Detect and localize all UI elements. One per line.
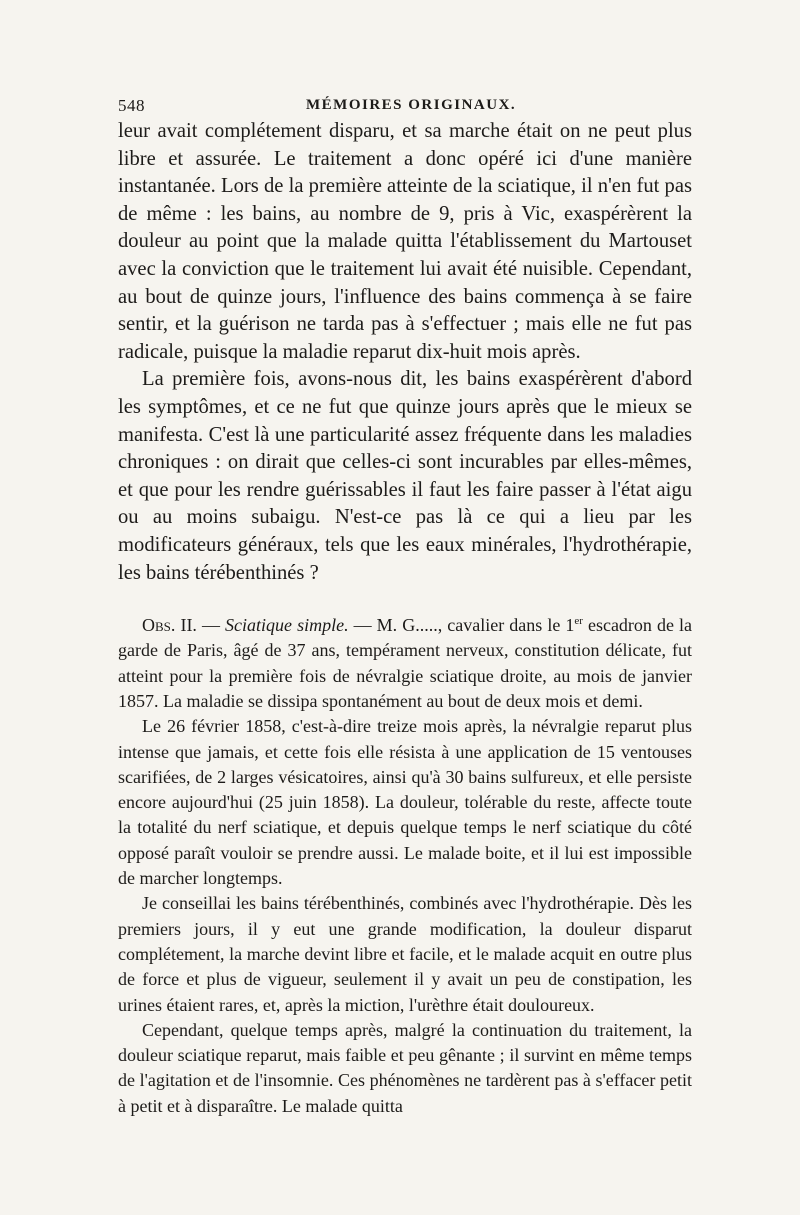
page-number: 548 <box>118 96 145 115</box>
paragraph-continuation: leur avait complétement disparu, et sa marche était on ne peut plus libre et assurée. Le traitement a donc opéré ici d'une manière instantanée. Lors de la première atteinte de la sciatique, il n'en fut pas de même : les bains, au nombre de 9, pris à Vic, exaspérèrent la douleur au point que la malade quitta l'établissement du Martouset avec la conviction que le traitement lui avait été nuisible. Cependant, au bout de quinze jours, l'influence des bains commença à se faire sentir, et la guérison ne tarda pas à s'effectuer ; mais elle ne fut pas radicale, puisque la maladie reparut dix-huit mois après. <box>118 120 692 363</box>
running-title: MÉMOIRES ORIGINAUX. <box>306 97 517 113</box>
page-body <box>118 118 692 1119</box>
paragraph-remark: La première fois, avons-nous dit, les bains exaspérèrent d'abord les symptômes, et ce ne fut que quinze jours après que le mieux se manifesta. C'est là une particularité assez fréquente dans les maladies chroniques : on dirait que celles-ci sont incurables par elles-mêmes, et que pour les rendre guérissables il faut les faire passer à l'état aigu ou au moins subaigu. N'est-ce pas là ce qui a lieu par les modificateurs généraux, tels que les eaux minérales, l'hydrothérapie, les bains térébenthinés ? <box>118 368 692 584</box>
paragraph-relapse: Le 26 février 1858, c'est-à-dire treize mois après, la névralgie reparut plus intense que jamais, et cette fois elle résista à une application de 15 ventouses scarifiées, de 2 larges vésicatoires, ainsi qu'à 30 bains sulfureux, et elle persiste encore aujourd'hui (25 juin 1858). La douleur, tolérable du reste, affecte toute la totalité du nerf sciatique, et depuis quelque temps le nerf sciatique du côté opposé paraît vouloir se prendre aussi. Le malade boite, et il lui est impossible de marcher longtemps. <box>118 716 692 889</box>
observation-text-a: — M. G....., cavalier dans le 1 <box>348 615 575 636</box>
ordinal-superscript: er <box>574 615 583 628</box>
section-gap <box>118 587 692 613</box>
observation-text <box>118 613 692 1119</box>
main-text <box>118 118 692 587</box>
observation-label: Obs. II. <box>142 615 197 636</box>
observation-intro <box>118 613 692 714</box>
observation-title: Sciatique simple. <box>225 615 349 636</box>
observation-text-b: escadron de la garde de Paris, âgé de 37 ans, tempérament nerveux, constitution délicate, fut atteint pour la première fois de névralgie sciatique droite, au mois de janvier 1857. La maladie se dissipa spontanément au bout de deux mois et demi. <box>118 615 692 711</box>
paragraph-outcome: Cependant, quelque temps après, malgré la continuation du traitement, la douleur sciatique reparut, mais faible et peu gênante ; il survint en même temps de l'agitation et de l'insomnie. Ces phénomènes ne tardèrent pas à s'effacer petit à petit et à disparaître. Le malade quitta <box>118 1019 692 1116</box>
observation-dash: — <box>196 615 226 636</box>
paragraph-treatment: Je conseillai les bains térébenthinés, combinés avec l'hydrothérapie. Dès les premiers jours, il y eut une grande modification, la douleur disparut complétement, la marche devint libre et facile, et le malade acquit en outre plus de force et plus de vigueur, seulement il y avait un peu de constipation, les urines étaient rares, et, après la miction, l'urèthre était douloureux. <box>118 893 692 1015</box>
